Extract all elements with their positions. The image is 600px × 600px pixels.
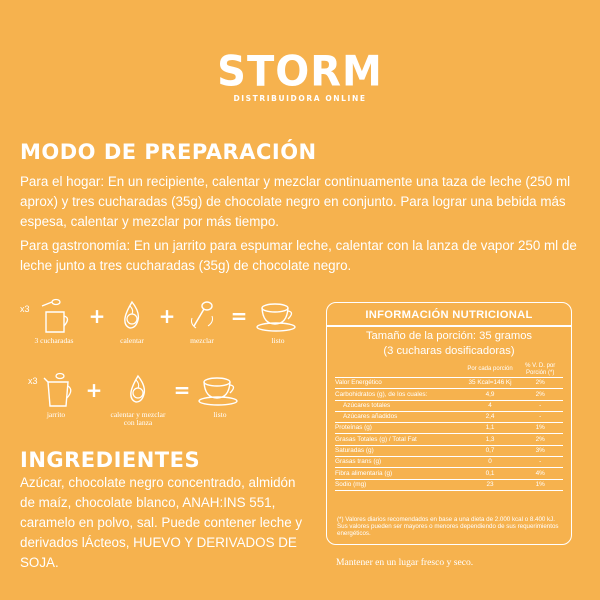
nutrient-name: Grasas trans (g) — [335, 457, 463, 468]
heat-icon — [122, 372, 154, 408]
table-row — [335, 434, 563, 445]
plus-sign: + — [88, 304, 106, 328]
nutrient-name: Proteínas (g) — [335, 423, 463, 434]
nutrient-name: Azúcares totales — [335, 400, 463, 411]
nutrition-panel — [326, 302, 572, 545]
daily-value: 2% — [517, 389, 563, 400]
equals-sign: = — [230, 304, 248, 328]
step-caption: calentar y mezclar con lanza — [110, 410, 166, 427]
daily-value: 1% — [517, 479, 563, 490]
table-row — [335, 423, 563, 434]
portion-value: 0 — [463, 457, 518, 468]
portion-value: 1,3 — [463, 434, 518, 445]
table-row — [335, 378, 563, 389]
step-steam — [106, 372, 170, 427]
nutrition-rows — [335, 378, 563, 491]
nutrient-name: Azúcares añadidos — [335, 411, 463, 422]
table-row — [335, 400, 563, 411]
pitcher-spoon-icon — [34, 298, 74, 334]
step-mix — [178, 298, 226, 345]
nutrient-name: Saturadas (g) — [335, 445, 463, 456]
milk-pitcher-icon — [38, 372, 74, 408]
multiplier-label: x3 — [28, 376, 38, 386]
brand-tagline: DISTRIBUIDORA ONLINE — [233, 94, 367, 103]
daily-value: 2% — [517, 434, 563, 445]
table-row — [335, 457, 563, 468]
serving-size: Tamaño de la porción: 35 gramos — [365, 329, 533, 342]
storage-note: Mantener en un lugar fresco y seco. — [336, 557, 474, 568]
divider — [327, 325, 571, 327]
daily-value: - — [517, 457, 563, 468]
portion-value: 1,1 — [463, 423, 518, 434]
nutrient-name: Carbohidratos (g), de los cuales: — [335, 389, 463, 400]
home-steps — [22, 298, 304, 345]
plus-sign: + — [158, 304, 176, 328]
portion-value: 4,9 — [463, 389, 518, 400]
portion-value: 4 — [463, 400, 518, 411]
heat-icon — [116, 298, 148, 334]
daily-value: 2% — [517, 378, 563, 389]
portion-value: 35 Kcal=146 Kj — [463, 378, 518, 389]
serving-note: (3 cucharas dosificadoras) — [383, 344, 515, 357]
step-caption: 3 cucharadas — [34, 336, 74, 345]
ingredients-heading: INGREDIENTES — [20, 448, 201, 472]
nutrient-name: Sodio (mg) — [335, 479, 463, 490]
preparation-gastronomy-text: Para gastronomía: En un jarrito para espumar leche, calentar con la lanza de vapor 250 ml de leche junto a tres cucharadas (35g) de chocolate negro. — [20, 238, 577, 273]
daily-value: - — [517, 400, 563, 411]
table-header — [335, 361, 563, 378]
nutrient-name: Fibra alimentaria (g) — [335, 468, 463, 479]
portion-value: 2,4 — [463, 411, 518, 422]
plus-sign: + — [85, 378, 103, 402]
nutrient-name: Valor Energético — [335, 378, 463, 389]
equals-sign: = — [173, 378, 191, 402]
step-caption: jarrito — [46, 410, 66, 419]
step-caption: listo — [213, 410, 227, 419]
preparation-home-text: Para el hogar: En un recipiente, calentar y mezclar continuamente una taza de leche (250 ml aprox) y tres cucharadas (35g) de chocolate negro en conjunto. Para lograr una bebida más espesa, calentar y mezclar por más tiempo. — [20, 174, 571, 229]
brand-logo — [0, 47, 600, 103]
daily-value: 1% — [517, 423, 563, 434]
header-dv: % V. D. por Porción (*) — [517, 361, 563, 378]
step-spoons — [22, 298, 86, 345]
nutrition-footnote: (*) Valores diarios recomendados en base a una dieta de 2.000 kcal o 8.400 kJ. Sus valores pueden ser mayores o menores dependiendo de sus requerimientos energéticos. — [337, 516, 559, 537]
step-caption: mezclar — [190, 336, 214, 345]
portion-value: 0,7 — [463, 445, 518, 456]
table-row — [335, 479, 563, 490]
cup-icon — [197, 372, 243, 408]
step-heat — [108, 298, 156, 345]
step-caption: calentar — [120, 336, 144, 345]
multiplier-label: x3 — [20, 304, 30, 314]
step-ready — [194, 372, 246, 419]
ingredients-text: Azúcar, chocolate negro concentrado, almidón de maíz, chocolate blanco, ANAH:INS 551, caramelo en polvo, sal. Puede contener leche y derivados lÁcteos, HUEVO Y DERIVADOS DE SOJA. — [20, 475, 303, 570]
table-row — [335, 411, 563, 422]
brand-name: STORM — [217, 47, 383, 97]
daily-value: - — [517, 411, 563, 422]
gastronomy-steps — [30, 372, 246, 427]
preparation-heading: MODO DE PREPARACIÓN — [20, 140, 317, 164]
table-row — [335, 389, 563, 400]
nutrient-name: Grasas Totales (g) / Total Fat — [335, 434, 463, 445]
daily-value: 4% — [517, 468, 563, 479]
header-nutrient — [335, 361, 463, 378]
table-row — [335, 445, 563, 456]
portion-value: 23 — [463, 479, 518, 490]
step-pitcher — [30, 372, 82, 419]
header-portion: Por cada porción — [463, 361, 518, 378]
spoon-icon — [186, 298, 218, 334]
step-ready — [252, 298, 304, 345]
cup-icon — [255, 298, 301, 334]
portion-value: 0,1 — [463, 468, 518, 479]
nutrition-table — [335, 361, 563, 491]
table-row — [335, 468, 563, 479]
step-caption: listo — [271, 336, 285, 345]
daily-value: 3% — [517, 445, 563, 456]
nutrition-title: INFORMACIÓN NUTRICIONAL — [365, 309, 533, 321]
